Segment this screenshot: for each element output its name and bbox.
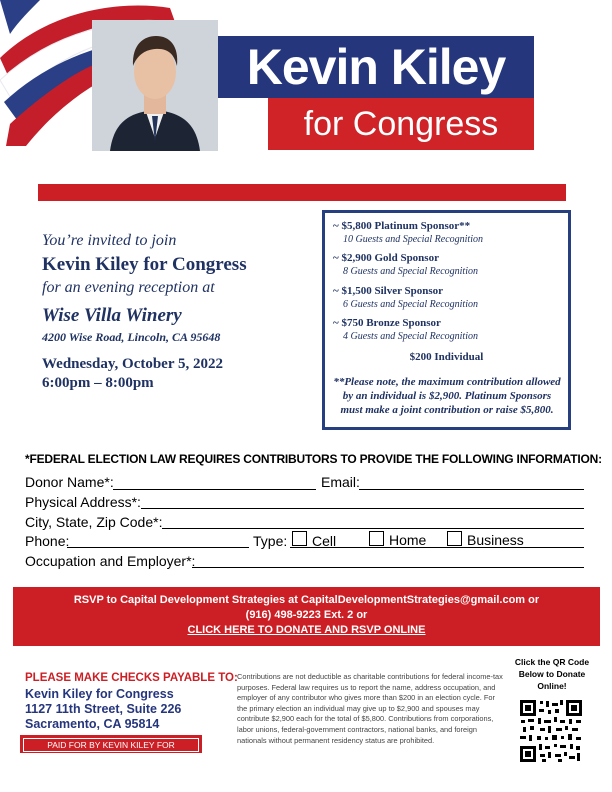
paid-for-by-text: PAID FOR BY KEVIN KILEY FOR CONGRESS	[23, 738, 199, 752]
cell-label: Cell	[312, 533, 337, 549]
rsvp-banner	[13, 587, 600, 646]
candidate-name-banner	[218, 36, 534, 150]
rsvp-line-1: RSVP to Capital Development Strategies at CapitalDevelopmentStrategies@gmail.com or	[73, 594, 540, 606]
phone-field[interactable]	[67, 547, 249, 548]
business-checkbox[interactable]	[447, 531, 462, 546]
federal-law-notice: *FEDERAL ELECTION LAW REQUIRES CONTRIBUTORS TO PROVIDE THE FOLLOWING INFORMATION:	[25, 452, 602, 466]
sponsor-level-title: ~ $2,900 Gold Sponsor	[333, 252, 439, 264]
city-state-zip-label: City, State, Zip Code*:	[25, 514, 163, 530]
physical-address-label: Physical Address*:	[25, 494, 141, 510]
sponsor-level-title: ~ $1,500 Silver Sponsor	[333, 285, 444, 297]
candidate-portrait	[92, 20, 218, 151]
sponsor-level-benefit: 10 Guests and Special Recognition	[343, 234, 483, 245]
sponsor-level-benefit: 6 Guests and Special Recognition	[343, 299, 478, 310]
invite-host: Kevin Kiley for Congress	[42, 254, 247, 275]
checks-payable-heading: PLEASE MAKE CHECKS PAYABLE TO:	[25, 672, 238, 684]
city-state-zip-field[interactable]	[162, 528, 584, 529]
donate-rsvp-link[interactable]: CLICK HERE TO DONATE AND RSVP ONLINE	[187, 624, 426, 636]
home-checkbox[interactable]	[369, 531, 384, 546]
legal-disclaimer: Contributions are not deductible as charitable contributions for federal income-tax purposes. Federal law requires us to report the name, address occupation, and employer of any contributor who gives more than $200 in an election cycle. For the primary election an individual may give up to $2,900 and spouses may contribute $2,900 each for the total of $5,800. Contributions from corporations, labor unions, federal-government contractors, national banks, and foreign nationals without permanent residency status are prohibited.	[237, 672, 503, 745]
email-label: Email:	[321, 474, 360, 490]
physical-address-field[interactable]	[141, 508, 584, 509]
payee-city: Sacramento, CA 95814	[25, 717, 160, 731]
occupation-employer-label: Occupation and Employer*:	[25, 553, 196, 569]
sponsor-level-title: ~ $5,800 Platinum Sponsor**	[333, 220, 471, 232]
occupation-employer-field[interactable]	[192, 567, 584, 568]
candidate-office: for Congress	[303, 105, 499, 143]
qr-instructions: Click the QR Code Below to Donate Online!	[514, 657, 590, 691]
donate-qr-code[interactable]	[518, 698, 584, 764]
paid-for-by-box	[20, 735, 202, 762]
candidate-name: Kevin Kiley	[246, 39, 506, 95]
phone-type-underline	[290, 547, 584, 548]
sponsorship-levels-box	[322, 210, 571, 430]
sponsor-level-benefit: 8 Guests and Special Recognition	[343, 266, 478, 277]
cell-checkbox[interactable]	[292, 531, 307, 546]
contribution-note: **Please note, the maximum contribution allowed by an individual is $2,900. Platinum Sponsors must make a joint contribution or raise $5,800.	[333, 376, 561, 416]
individual-level: $200 Individual	[409, 351, 484, 363]
candidate-photo	[92, 20, 218, 151]
invite-line-1: You’re invited to join	[42, 232, 177, 249]
email-field[interactable]	[359, 489, 584, 490]
invite-line-3: for an evening reception at	[42, 279, 215, 296]
event-date: Wednesday, October 5, 2022	[42, 356, 223, 372]
red-divider-bar	[38, 184, 566, 201]
event-time: 6:00pm – 8:00pm	[42, 375, 154, 391]
payee-name: Kevin Kiley for Congress	[25, 687, 174, 701]
sponsor-level-title: ~ $750 Bronze Sponsor	[333, 317, 441, 329]
rsvp-phone: (916) 498-9223 Ext. 2 or	[245, 609, 368, 621]
donor-name-label: Donor Name*:	[25, 474, 114, 490]
business-label: Business	[467, 532, 524, 548]
phone-type-label: Type:	[253, 533, 288, 549]
phone-label: Phone:	[25, 533, 70, 549]
venue-name: Wise Villa Winery	[42, 305, 182, 326]
venue-address: 4200 Wise Road, Lincoln, CA 95648	[42, 330, 221, 344]
home-label: Home	[389, 532, 427, 548]
payee-street: 1127 11th Street, Suite 226	[25, 702, 182, 716]
donor-name-field[interactable]	[113, 489, 316, 490]
sponsor-level-benefit: 4 Guests and Special Recognition	[343, 331, 478, 342]
